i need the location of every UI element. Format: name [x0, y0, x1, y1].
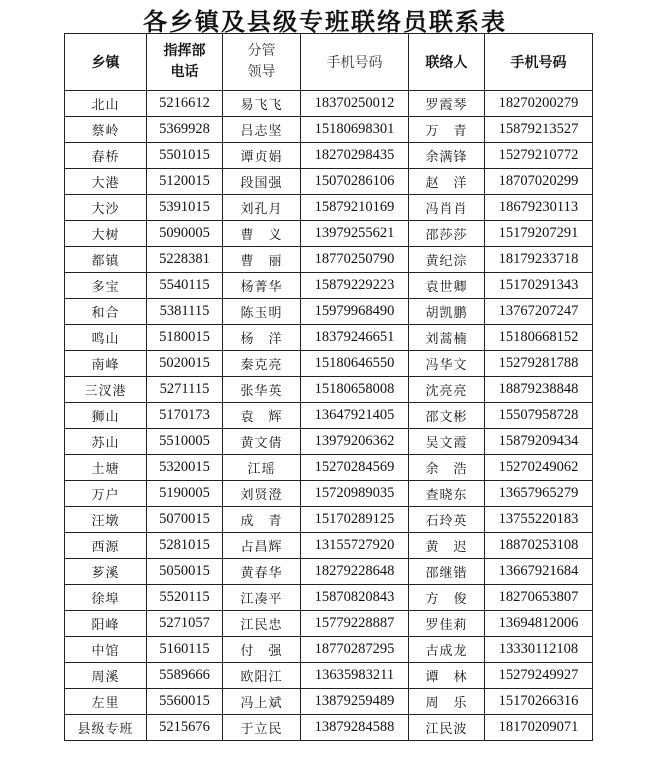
table-row [65, 143, 593, 169]
cell-contact: 邵继锴 [409, 559, 485, 585]
header-contact: 联络人 [409, 34, 485, 91]
cell-leader-mobile: 13879284588 [301, 715, 409, 741]
table-row [65, 273, 593, 299]
cell-hq-phone: 5281015 [147, 533, 223, 559]
cell-town: 中馆 [65, 637, 147, 663]
cell-leader-mobile: 15979968490 [301, 299, 409, 325]
cell-hq-phone: 5050015 [147, 559, 223, 585]
cell-contact: 石玲英 [409, 507, 485, 533]
cell-leader: 吕志坚 [223, 117, 301, 143]
cell-leader-mobile: 15779228887 [301, 611, 409, 637]
header-leader-line1: 分管 [247, 43, 276, 59]
cell-leader: 张华英 [223, 377, 301, 403]
cell-town: 汪墩 [65, 507, 147, 533]
cell-hq-phone: 5170173 [147, 403, 223, 429]
cell-leader: 曹 义 [223, 221, 301, 247]
cell-contact-mobile: 18270200279 [485, 91, 593, 117]
header-leader-mobile: 手机号码 [301, 34, 409, 91]
cell-contact-mobile: 15879209434 [485, 429, 593, 455]
cell-contact-mobile: 13657965279 [485, 481, 593, 507]
cell-leader-mobile: 13879259489 [301, 689, 409, 715]
cell-contact-mobile: 15179207291 [485, 221, 593, 247]
cell-town: 土塘 [65, 455, 147, 481]
cell-hq-phone: 5271057 [147, 611, 223, 637]
cell-leader-mobile: 18270298435 [301, 143, 409, 169]
cell-contact: 沈亮亮 [409, 377, 485, 403]
cell-leader-mobile: 15270284569 [301, 455, 409, 481]
cell-hq-phone: 5589666 [147, 663, 223, 689]
cell-town: 都镇 [65, 247, 147, 273]
cell-hq-phone: 5271115 [147, 377, 223, 403]
table-row [65, 91, 593, 117]
cell-leader-mobile: 18370250012 [301, 91, 409, 117]
cell-leader: 欧阳江 [223, 663, 301, 689]
cell-town: 狮山 [65, 403, 147, 429]
cell-town: 芗溪 [65, 559, 147, 585]
cell-contact: 周 乐 [409, 689, 485, 715]
table-row [65, 689, 593, 715]
cell-contact-mobile: 15279281788 [485, 351, 593, 377]
cell-contact-mobile: 13694812006 [485, 611, 593, 637]
cell-leader-mobile: 13979255621 [301, 221, 409, 247]
table-row [65, 299, 593, 325]
cell-hq-phone: 5215676 [147, 715, 223, 741]
cell-hq-phone: 5320015 [147, 455, 223, 481]
cell-contact: 谭 林 [409, 663, 485, 689]
cell-leader: 冯上斌 [223, 689, 301, 715]
cell-contact: 袁世卿 [409, 273, 485, 299]
cell-contact: 邵莎莎 [409, 221, 485, 247]
cell-leader-mobile: 13979206362 [301, 429, 409, 455]
cell-leader: 杨 洋 [223, 325, 301, 351]
cell-contact: 江民波 [409, 715, 485, 741]
cell-town: 南峰 [65, 351, 147, 377]
cell-town: 左里 [65, 689, 147, 715]
cell-leader: 刘贤澄 [223, 481, 301, 507]
cell-town: 苏山 [65, 429, 147, 455]
cell-hq-phone: 5369928 [147, 117, 223, 143]
table-row [65, 533, 593, 559]
table-row [65, 507, 593, 533]
cell-town: 三汊港 [65, 377, 147, 403]
table-row [65, 325, 593, 351]
table-row [65, 247, 593, 273]
cell-contact-mobile: 15180668152 [485, 325, 593, 351]
cell-leader: 易飞飞 [223, 91, 301, 117]
table-row [65, 377, 593, 403]
cell-contact: 余 浩 [409, 455, 485, 481]
cell-leader: 谭贞娟 [223, 143, 301, 169]
cell-leader: 占昌辉 [223, 533, 301, 559]
cell-leader-mobile: 15180698301 [301, 117, 409, 143]
cell-leader: 曹 丽 [223, 247, 301, 273]
cell-hq-phone: 5560015 [147, 689, 223, 715]
cell-contact-mobile: 13667921684 [485, 559, 593, 585]
cell-contact: 余满锋 [409, 143, 485, 169]
cell-town: 周溪 [65, 663, 147, 689]
table-row [65, 117, 593, 143]
cell-hq-phone: 5180015 [147, 325, 223, 351]
cell-leader: 刘孔月 [223, 195, 301, 221]
table-row [65, 637, 593, 663]
table-row [65, 559, 593, 585]
table-row [65, 585, 593, 611]
cell-contact-mobile: 15279249927 [485, 663, 593, 689]
cell-leader: 黄文倩 [223, 429, 301, 455]
cell-hq-phone: 5510005 [147, 429, 223, 455]
cell-contact-mobile: 15507958728 [485, 403, 593, 429]
cell-leader: 江瑶 [223, 455, 301, 481]
cell-leader: 秦克亮 [223, 351, 301, 377]
header-hq-phone-line2: 电话 [170, 64, 199, 80]
cell-leader-mobile: 15870820843 [301, 585, 409, 611]
cell-hq-phone: 5391015 [147, 195, 223, 221]
cell-town: 春桥 [65, 143, 147, 169]
cell-contact: 罗佳莉 [409, 611, 485, 637]
cell-contact: 冯肖肖 [409, 195, 485, 221]
cell-town: 万户 [65, 481, 147, 507]
cell-leader-mobile: 15879229223 [301, 273, 409, 299]
cell-contact: 赵 洋 [409, 169, 485, 195]
header-contact-mobile: 手机号码 [485, 34, 593, 91]
header-leader [223, 34, 301, 91]
page-title: 各乡镇及县级专班联络员联系表 [143, 8, 507, 36]
cell-hq-phone: 5216612 [147, 91, 223, 117]
cell-hq-phone: 5090005 [147, 221, 223, 247]
cell-hq-phone: 5501015 [147, 143, 223, 169]
contact-table [64, 33, 593, 741]
cell-contact: 万 青 [409, 117, 485, 143]
cell-contact-mobile: 15879213527 [485, 117, 593, 143]
cell-contact: 罗霞琴 [409, 91, 485, 117]
table-row [65, 429, 593, 455]
cell-leader: 于立民 [223, 715, 301, 741]
cell-leader-mobile: 15180658008 [301, 377, 409, 403]
cell-leader-mobile: 13155727920 [301, 533, 409, 559]
cell-contact: 刘蒿楠 [409, 325, 485, 351]
header-leader-line2: 领导 [247, 64, 276, 80]
table-row [65, 403, 593, 429]
cell-hq-phone: 5020015 [147, 351, 223, 377]
cell-contact: 冯华文 [409, 351, 485, 377]
cell-town: 大港 [65, 169, 147, 195]
cell-town: 和合 [65, 299, 147, 325]
cell-leader-mobile: 15070286106 [301, 169, 409, 195]
cell-hq-phone: 5540115 [147, 273, 223, 299]
cell-contact-mobile: 18270653807 [485, 585, 593, 611]
cell-contact-mobile: 15170266316 [485, 689, 593, 715]
table-header-row [65, 34, 593, 91]
cell-town: 北山 [65, 91, 147, 117]
cell-contact-mobile: 18870253108 [485, 533, 593, 559]
cell-town: 阳峰 [65, 611, 147, 637]
table-row [65, 169, 593, 195]
cell-town: 西源 [65, 533, 147, 559]
cell-leader-mobile: 18770287295 [301, 637, 409, 663]
cell-leader-mobile: 18279228648 [301, 559, 409, 585]
table-row [65, 455, 593, 481]
cell-town: 大沙 [65, 195, 147, 221]
cell-leader: 袁 辉 [223, 403, 301, 429]
table-row [65, 715, 593, 741]
cell-contact-mobile: 15170291343 [485, 273, 593, 299]
table-row [65, 195, 593, 221]
cell-contact: 查晓东 [409, 481, 485, 507]
cell-contact-mobile: 18707020299 [485, 169, 593, 195]
cell-hq-phone: 5120015 [147, 169, 223, 195]
cell-contact-mobile: 18170209071 [485, 715, 593, 741]
cell-contact-mobile: 13330112108 [485, 637, 593, 663]
cell-leader-mobile: 15180646550 [301, 351, 409, 377]
cell-hq-phone: 5381115 [147, 299, 223, 325]
cell-leader: 江凑平 [223, 585, 301, 611]
header-town: 乡镇 [65, 34, 147, 91]
cell-town: 徐埠 [65, 585, 147, 611]
cell-contact-mobile: 13755220183 [485, 507, 593, 533]
table-row [65, 351, 593, 377]
cell-leader-mobile: 15170289125 [301, 507, 409, 533]
cell-contact: 吴文霞 [409, 429, 485, 455]
header-hq-phone [147, 34, 223, 91]
cell-contact: 黄 迟 [409, 533, 485, 559]
cell-leader: 黄春华 [223, 559, 301, 585]
cell-leader: 付 强 [223, 637, 301, 663]
cell-leader: 陈玉明 [223, 299, 301, 325]
cell-contact-mobile: 15270249062 [485, 455, 593, 481]
cell-hq-phone: 5520115 [147, 585, 223, 611]
cell-leader-mobile: 13635983211 [301, 663, 409, 689]
cell-contact: 邵文彬 [409, 403, 485, 429]
cell-contact-mobile: 18879238848 [485, 377, 593, 403]
cell-leader: 江民忠 [223, 611, 301, 637]
cell-contact: 方 俊 [409, 585, 485, 611]
cell-leader: 段国强 [223, 169, 301, 195]
cell-contact-mobile: 13767207247 [485, 299, 593, 325]
cell-contact: 黄纪淙 [409, 247, 485, 273]
cell-town: 县级专班 [65, 715, 147, 741]
table-row [65, 221, 593, 247]
cell-contact-mobile: 18179233718 [485, 247, 593, 273]
cell-leader-mobile: 18379246651 [301, 325, 409, 351]
cell-contact: 古成龙 [409, 637, 485, 663]
cell-leader-mobile: 15879210169 [301, 195, 409, 221]
cell-contact: 胡凯鹏 [409, 299, 485, 325]
cell-leader-mobile: 13647921405 [301, 403, 409, 429]
cell-town: 蔡岭 [65, 117, 147, 143]
cell-hq-phone: 5228381 [147, 247, 223, 273]
cell-leader-mobile: 18770250790 [301, 247, 409, 273]
cell-town: 多宝 [65, 273, 147, 299]
cell-hq-phone: 5070015 [147, 507, 223, 533]
table-row [65, 481, 593, 507]
cell-leader: 成 青 [223, 507, 301, 533]
cell-contact-mobile: 18679230113 [485, 195, 593, 221]
cell-town: 鸣山 [65, 325, 147, 351]
cell-hq-phone: 5160115 [147, 637, 223, 663]
cell-hq-phone: 5190005 [147, 481, 223, 507]
cell-leader-mobile: 15720989035 [301, 481, 409, 507]
header-hq-phone-line1: 指挥部 [163, 43, 206, 59]
table-row [65, 611, 593, 637]
table-row [65, 663, 593, 689]
cell-town: 大树 [65, 221, 147, 247]
cell-contact-mobile: 15279210772 [485, 143, 593, 169]
cell-leader: 杨菁华 [223, 273, 301, 299]
